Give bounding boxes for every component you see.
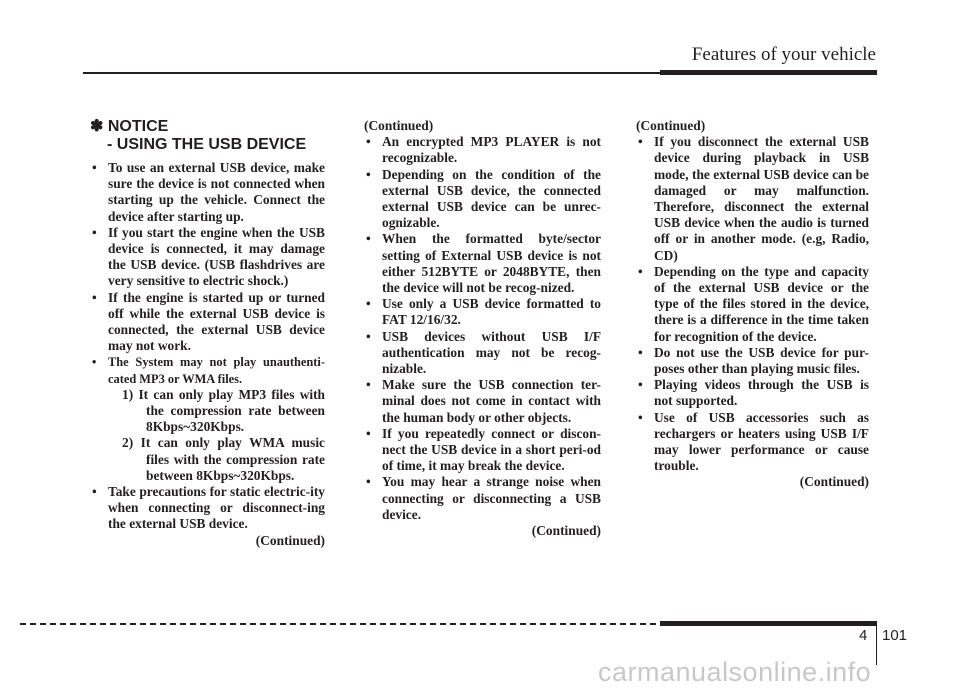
list-item: • Make sure the USB connection ter-minal does not come in contact with the human body or other objects. (364, 377, 601, 426)
notice-list (90, 160, 325, 533)
list-item: • If the engine is started up or turned off while the external USB device is connected, the external USB device may not work. (90, 290, 325, 355)
list-item: • Take precautions for static electric-ity when connecting or disconnect-ing the external USB device. (90, 484, 325, 533)
list-item: • Playing videos through the USB is not supported. (636, 377, 869, 409)
continued-label: (Continued) (636, 118, 706, 133)
watermark: carmanualsonline.info (598, 657, 872, 687)
list-item: • If you start the engine when the USB device is connected, it may damage the USB device. (USB flashdrives are very sensitive to electric shock.) (90, 225, 325, 290)
notice-list (636, 134, 869, 474)
list-item: • If you disconnect the external USB device during playback in USB mode, the external USB device can be damaged or may malfunction. Therefore, disconnect the external USB device when the audio is turned off or in another mode. (e.g, Radio, CD) (636, 134, 869, 264)
continued-label: (Continued) (531, 523, 601, 539)
list-item: • Depending on the condition of the external USB device, the connected external USB device can be unrec-ognizable. (364, 167, 601, 232)
header-rule (83, 72, 660, 74)
page-number: 101 (882, 627, 908, 644)
list-item: • You may hear a strange noise when connecting or disconnecting a USB device. (364, 474, 601, 523)
sub-list (108, 387, 325, 484)
list-item: • When the formatted byte/sector setting of External USB device is not either 512BYTE or 2048BYTE, then the device will not be recog-nized. (364, 231, 601, 296)
footer-rule-accent (660, 621, 877, 626)
sub-list-item: 2) It can only play WMA music files with the compression rate between 8Kbps~320Kbps. (122, 435, 325, 483)
list-item: • Use of USB accessories such as rechargers or heaters using USB I/F may lower performance or cause trouble. (636, 410, 869, 475)
continued-label: (Continued) (799, 474, 869, 490)
list-item: • Do not use the USB device for pur-poses other than playing music files. (636, 345, 869, 377)
list-item-text: The System may not play unauthenti-cated MP3 or WMA files. (108, 355, 325, 386)
column-3 (636, 118, 869, 491)
list-item: • If you repeatedly connect or discon-nect the USB device in a short peri-od of time, it may break the device. (364, 426, 601, 475)
list-item: • Use only a USB device formatted to FAT 12/16/32. (364, 296, 601, 328)
notice-heading-subtitle: - USING THE USB DEVICE (107, 136, 307, 153)
continued-label: (Continued) (364, 118, 434, 133)
notice-heading (90, 118, 325, 154)
list-item (90, 354, 325, 484)
notice-list (364, 134, 601, 523)
page-number-divider (876, 622, 877, 665)
section-number: 4 (859, 627, 868, 644)
list-item: • Depending on the type and capacity of the external USB device or the type of the files stored in the device, there is a difference in the time taken for recognition of the device. (636, 264, 869, 345)
section-title: Features of your vehicle (691, 44, 876, 65)
sub-list-item: 1) It can only play MP3 files with the compression rate between 8Kbps~320Kbps. (122, 386, 325, 435)
notice-heading-title: ✽ NOTICE (90, 118, 169, 135)
list-item: • USB devices without USB I/F authentication may not be recog-nizable. (364, 329, 601, 378)
header-rule-accent (660, 70, 877, 75)
column-2 (364, 118, 601, 539)
list-item: • To use an external USB device, make sure the device is not connected when starting up the vehicle. Connect the device after starting up. (90, 160, 325, 225)
column-1 (90, 118, 325, 549)
list-item: • An encrypted MP3 PLAYER is not recognizable. (364, 134, 601, 166)
continued-label: (Continued) (255, 532, 325, 548)
